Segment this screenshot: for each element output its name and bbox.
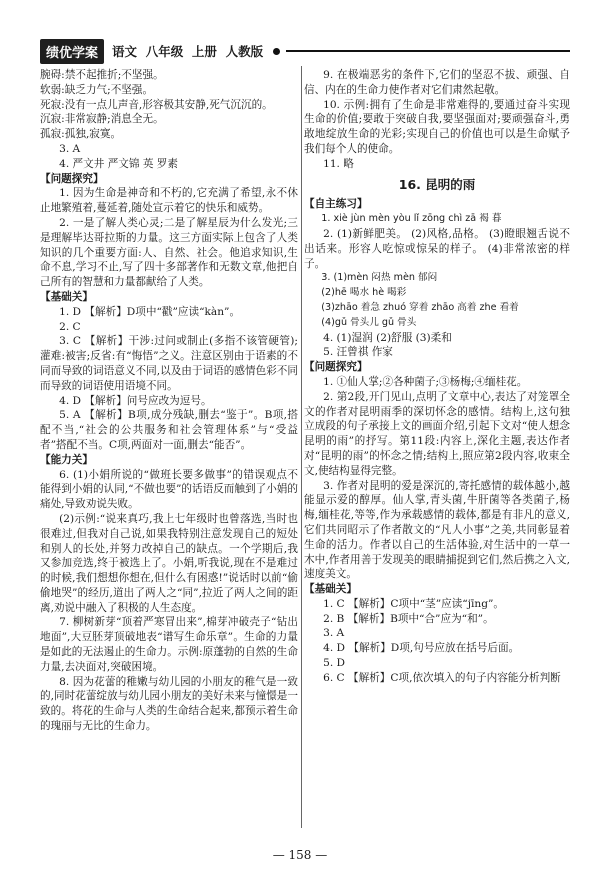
section-heading: 【基础关】 bbox=[40, 290, 93, 303]
lesson-title: 16. 昆明的雨 bbox=[398, 176, 476, 192]
answer-item: 1. ①仙人掌;②各种菌子;③杨梅;④缅桂花。 bbox=[323, 375, 528, 388]
header-rule bbox=[286, 50, 570, 52]
answer-item: 3. 作者对昆明的爱是深沉的,寄托感情的载体越小,越能显示爱的醇厚。仙人掌,青头菌,牛肝菌等各类菌子,杨梅,缅桂花,等等,作为承载感情的载体,都是有非凡的意义,它们共同昭示了作者散文的“凡人小事”之美,共同彰显着生命的活力。作者以自己的生活体验,对生活中的一草一木中,作者用善于发现美的眼睛捕捉到它们,然后携之入文,速度美文。 bbox=[304, 479, 570, 581]
answer-item: 5. A 【解析】B项,成分残缺,删去“鉴于”。B项,搭配不当,“社会的公共服务和社会管理体系”与“受益者”搭配不当。C项,两面对一面,删去“能否”。 bbox=[40, 409, 298, 451]
answer-item: 4. D 【解析】问号应改为逗号。 bbox=[59, 394, 212, 407]
answer-item: 4. 严文井 严文锦 英 罗素 bbox=[59, 157, 178, 170]
pinyin-line: (3)zhāo 着急 zhuó 穿着 zhāo 高着 zhe 看着 bbox=[321, 301, 519, 313]
answer-item: 2. C bbox=[59, 320, 81, 333]
answer-item: 5. 汪曾祺 作家 bbox=[323, 346, 393, 359]
definition-line: 腕碍:禁不起推折;不坚强。 bbox=[40, 69, 164, 81]
section-heading: 【问题探究】 bbox=[304, 361, 368, 374]
answer-item: 6. C 【解析】C项,依次填入的句子内容能分析判断 bbox=[323, 671, 561, 684]
definition-line: 沉寂:非常寂静;消息全无。 bbox=[40, 113, 164, 126]
header-dot bbox=[273, 48, 280, 55]
answer-item: 6. (1)小娟所说的“做班长要多做事”的错误观点不能得到小娟的认同,“不做也要”的话语反而触到了小娟的痛处,导致劝说失败。 bbox=[40, 468, 298, 511]
answer-item: 5. D bbox=[323, 657, 346, 670]
section-heading: 【自主练习】 bbox=[304, 198, 368, 211]
answer-item: 2. B 【解析】B项中“合”应为“和”。 bbox=[323, 612, 494, 625]
pinyin-line: 1. xiè jùn mèn yòu lǐ zōng chì zā 褐 暮 bbox=[321, 213, 502, 225]
answer-item: 8. 因为花蕾的稚嫩与幼儿园的小朋友的稚气是一致的,同时花蕾绽放与幼儿园小朋友的美好未来与憧憬是一致的。将花的生命与人类的生命结合起来,都预示着生命的瑰丽与无比的生命力。 bbox=[40, 675, 298, 733]
definition-line: 软弱:缺乏力气;不坚强。 bbox=[40, 83, 154, 96]
pinyin-line: (4)gǔ 骨头儿 gǔ 骨头 bbox=[321, 316, 417, 328]
section-heading: 【能力关】 bbox=[40, 453, 93, 466]
column-divider bbox=[301, 66, 302, 828]
answer-item: 3. A bbox=[59, 142, 81, 155]
header-title: 语文 八年级 上册 人教版 bbox=[112, 44, 264, 59]
section-heading: 【基础关】 bbox=[304, 583, 357, 596]
definition-line: 死寂:没有一点儿声音,形容极其安静,死气沉沉的。 bbox=[40, 98, 273, 111]
answer-item: 2. 一是了解人类心灵;二是了解星辰为什么发光;三是理解毕达哥拉斯的力量。这三方面实际上包含了人类知识的几个重要方面:人、自然、社会。他追求知识,生命不息,学习不止,写了四十多部著作和无数文章,他把自己所有的智慧和力量都献给了人类。 bbox=[40, 216, 298, 289]
definition-line: 孤寂:孤独,寂寞。 bbox=[40, 128, 122, 141]
pinyin-line: 3. (1)mèn 闷热 mèn 郁闷 bbox=[321, 272, 438, 284]
answer-item: 4. D 【解析】D项,句号应放在括号后面。 bbox=[323, 642, 520, 655]
answer-item: 11. 略 bbox=[323, 157, 354, 170]
pinyin-line: (2)hē 喝水 hè 喝彩 bbox=[321, 287, 407, 299]
answer-item: 4. (1)湿润 (2)舒服 (3)柔和 bbox=[323, 331, 452, 344]
answer-item: (2)示例:“说来真巧,我上七年级时也曾落选,当时也很难过,但我对自己说,如果我特别注意发现自己的短处和别人的长处,并努力改掉自己的缺点。一个学期后,我又参加竞选,终于被选上了。小娟,听我说,现在不是难过的时候,我们想想你想在,但什么有困惑!”说话时以前“偷偷地哭”的经历,道出了两人之“同”,拉近了两人之间的距离,劝说中融入了积极的人生态度。 bbox=[40, 512, 298, 614]
left-column bbox=[40, 68, 298, 734]
answer-item: 2. 第2段,开门见山,点明了文章中心,表达了对笼罩全文的作者对昆明雨季的深切怀念的感情。结构上,这句独立成段的句子承接上文的画面介绍,引起下文对“使人想念昆明的雨”的抒写。第11段:内容上,深化主题,表达作者对“昆明的雨”的怀念之情;结构上,照应第2段内容,收束全文,使结构显得完整。 bbox=[304, 390, 570, 477]
answer-item: 9. 在极端恶劣的条件下,它们的坚忍不拔、顽强、自信、内在的生命力使作者对它们肃然起敬。 bbox=[304, 69, 570, 96]
answer-item: 10. 示例:拥有了生命是非常难得的,要通过奋斗实现生命的价值;要敢于突破自我,要坚强面对;要顽强奋斗,勇敢地绽放生命的光彩;实现自己的价值也可以是生命赋予我们每个人的使命。 bbox=[304, 98, 570, 155]
section-heading: 【问题探究】 bbox=[40, 172, 104, 185]
answer-item: 7. 柳树新芽“顶着严寒冒出来”,棉芽冲破壳子“钻出地面”,大豆胚芽顶破地表“谱写生命乐章”。生命的力量是如此的无法遏止的生命力。示例:原蓬勃的自然的生命力量,去决面对,突破困境。 bbox=[40, 616, 298, 673]
right-column bbox=[304, 68, 570, 686]
answer-item: 2. (1)新鲜肥美。 (2)风格,品格。 (3)瞪眼翘舌说不出话来。形容人吃惊或惊呆的样子。 (4)非常浓密的样子。 bbox=[304, 227, 570, 270]
brand-logo: 绩优学案 bbox=[40, 39, 104, 64]
answer-item: 1. C 【解析】C项中“茎”应读“jīng”。 bbox=[323, 597, 505, 610]
answer-item: 1. D 【解析】D项中“戳”应读“kàn”。 bbox=[59, 305, 241, 318]
answer-item: 1. 因为生命是神奇和不朽的,它充满了希望,永不休止地繁殖着,蔓延着,随处宣示着它的快乐和威势。 bbox=[40, 187, 298, 215]
answer-item: 3. C 【解析】干涉:过问或制止(多指不该管硬管);灌难:被害;反省:有“悔悟”之义。注意区别由于语素的不同而导致的词语意义不同,以及由于词语的感情色彩不同而导致的词语使用语境不同。 bbox=[40, 335, 298, 392]
page-header bbox=[40, 40, 570, 62]
page-number: — 158 — bbox=[272, 848, 328, 862]
answer-item: 3. A bbox=[323, 627, 345, 640]
